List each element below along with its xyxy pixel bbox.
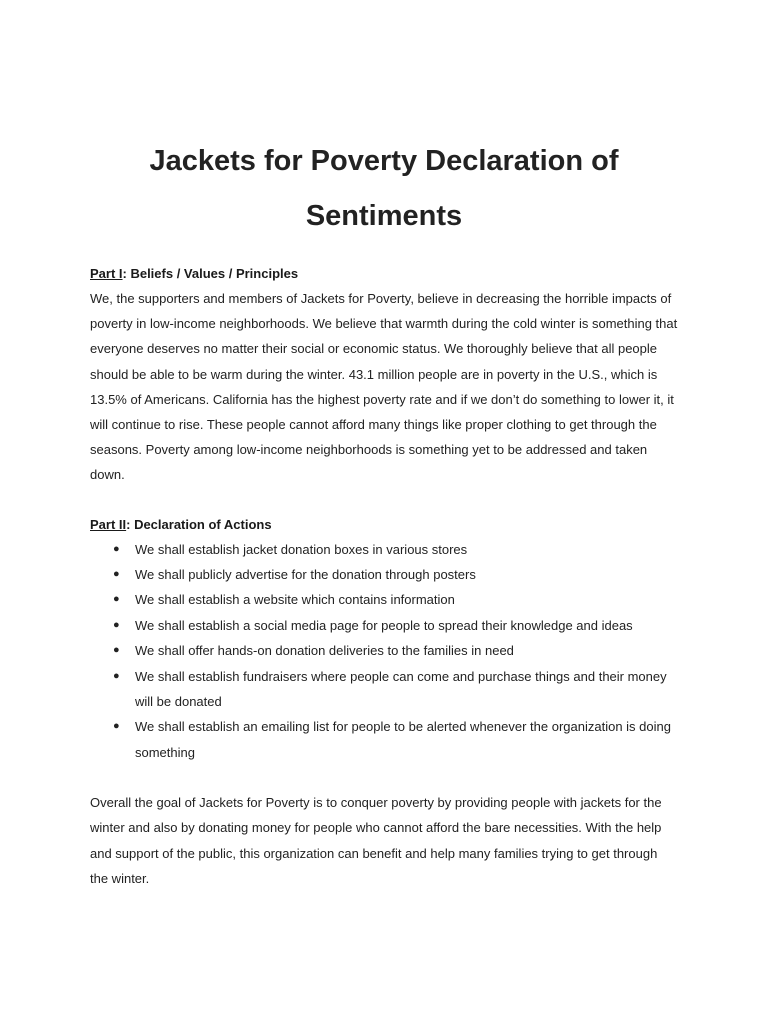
part-2-heading <box>90 512 678 537</box>
list-item <box>90 714 678 765</box>
list-item-text: We shall establish a social media page for people to spread their knowledge and ideas <box>135 617 633 633</box>
title-line-1: Jackets for Poverty Declaration of <box>149 145 619 177</box>
list-item <box>90 562 678 587</box>
part-2-heading-text: : Declaration of Actions <box>126 516 272 532</box>
part-1-label: Part I <box>90 266 123 281</box>
list-item <box>90 638 678 663</box>
closing-paragraph: Overall the goal of Jackets for Poverty is to conquer poverty by providing people with jackets for the winter and also by donating money for people who cannot afford the bare necessities. With the help and support of the public, this organization can benefit and help many families trying to get through the winter. <box>90 795 662 886</box>
list-item-text: We shall establish jacket donation boxes in various stores <box>135 541 468 557</box>
title-line-2: Sentiments <box>305 200 463 232</box>
part-1-heading <box>90 261 678 286</box>
list-item <box>90 587 678 612</box>
list-item <box>90 613 678 638</box>
list-item-text: We shall offer hands-on donation deliveries to the families in need <box>135 643 514 659</box>
bullet-icon: ● <box>113 644 120 657</box>
list-item <box>90 664 678 715</box>
list-item-text: We shall establish an emailing list for people to be alerted whenever the organization is doing something <box>135 719 671 760</box>
list-item-text: We shall publicly advertise for the donation through posters <box>135 567 476 583</box>
bullet-icon: ● <box>113 720 120 733</box>
part-2-label: Part II <box>90 516 127 532</box>
bullet-icon: ● <box>113 542 120 555</box>
part-1-heading-text: : Beliefs / Values / Principles <box>122 266 299 281</box>
document-title <box>90 0 678 244</box>
part-1-body: We, the supporters and members of Jackets for Poverty, believe in decreasing the horrible impacts of poverty in low-income neighborhoods. We believe that warmth during the cold winter is something that everyone deserves no matter their social or economic status. We thoroughly believe that all people should be able to be warm during the winter. 43.1 million people are in poverty in the U.S., which is 13.5% of Americans. California has the highest poverty rate and if we don’t do something to lower it, it will continue to rise. These people cannot afford many things like proper clothing to get through the seasons. Poverty among low-income neighborhoods is something yet to be addressed and taken down. <box>90 291 678 483</box>
list-item-text: We shall establish a website which contains information <box>135 592 455 608</box>
bullet-icon: ● <box>113 669 120 682</box>
actions-list <box>90 537 678 766</box>
bullet-icon: ● <box>113 618 120 631</box>
list-item-text: We shall establish fundraisers where people can come and purchase things and their money will be donated <box>135 668 667 710</box>
bullet-icon: ● <box>113 593 120 606</box>
bullet-icon: ● <box>113 568 120 581</box>
list-item <box>90 537 678 562</box>
